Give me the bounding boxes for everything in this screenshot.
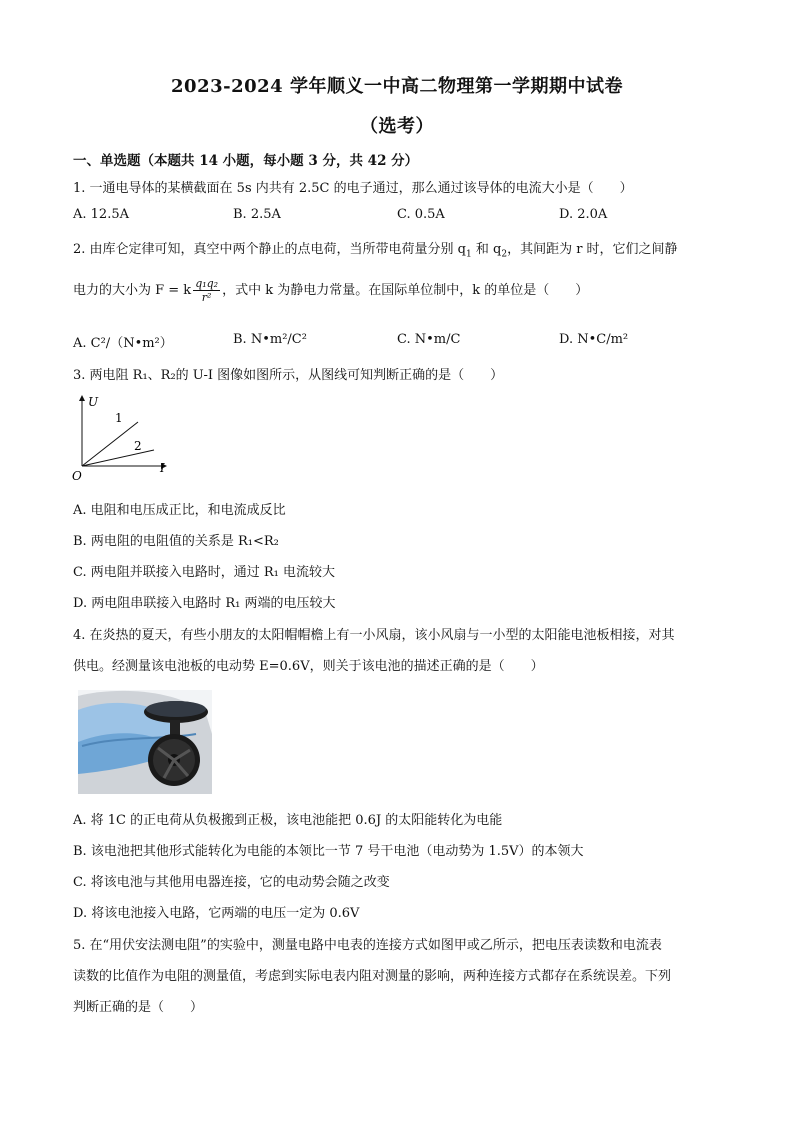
question-4-stem-line1: 4. 在炎热的夏天，有些小朋友的太阳帽帽檐上有一小风扇，该小风扇与一小型的太阳能电池板相接，对其 — [73, 628, 675, 643]
question-2-option-a: A. C²/（N•m²） — [73, 336, 173, 351]
question-4-option-b: B. 该电池把其他形式能转化为电能的本领比一节 7 号干电池（电动势为 1.5V）的本领大 — [73, 844, 584, 859]
question-1-option-d: D. 2.0A — [559, 207, 608, 222]
question-1-options — [73, 207, 733, 227]
coulomb-formula-fraction — [193, 277, 220, 304]
question-2-option-b: B. N•m²/C² — [233, 332, 307, 347]
line-1-label: 1 — [115, 411, 123, 425]
y-axis-label: U — [88, 395, 99, 409]
question-1-option-b: B. 2.5A — [233, 207, 281, 222]
question-2-option-c: C. N•m/C — [397, 332, 461, 347]
question-2-option-d: D. N•C/m² — [559, 332, 629, 347]
question-2-text-end: ，其间距为 r 时，它们之间静 — [507, 242, 678, 257]
question-1-option-c: C. 0.5A — [397, 207, 445, 222]
question-5-stem-line1: 5. 在“用伏安法测电阻”的实验中，测量电路中电表的连接方式如图甲或乙所示，把电压表读数和电流表 — [73, 938, 662, 953]
question-3-stem: 3. 两电阻 R₁、R₂的 U-I 图像如图所示，从图线可知判断正确的是（ ） — [73, 368, 504, 383]
q2-subscript: 2 — [501, 249, 508, 260]
question-4-stem-line2: 供电。经测量该电池板的电动势 E=0.6V，则关于该电池的描述正确的是（ ） — [73, 659, 544, 674]
question-2-stem-line1 — [73, 238, 678, 260]
line-2-label: 2 — [134, 439, 142, 453]
question-3-option-b: B. 两电阻的电阻值的关系是 R₁<R₂ — [73, 534, 279, 549]
question-5-stem-line2: 读数的比值作为电阻的测量值，考虑到实际电表内阻对测量的影响，两种连接方式都存在系统误差。下列 — [73, 969, 672, 984]
x-axis-label: I — [160, 461, 165, 475]
solar-fan-hat-photo — [78, 690, 212, 794]
question-2-text-a: 2. 由库仑定律可知，真空中两个静止的点电荷，当所带电荷量分别 q — [73, 242, 466, 257]
formula-denominator: r² — [201, 291, 212, 304]
origin-label: O — [72, 469, 82, 483]
question-3-option-a: A. 电阻和电压成正比，和电流成反比 — [73, 503, 286, 518]
exam-subtitle: （选考） — [360, 116, 434, 137]
question-2-stem-line2 — [73, 277, 588, 304]
section-title: 一、单选题（本题共 14 小题，每小题 3 分，共 42 分） — [73, 153, 419, 169]
question-2-text-mid: 和 q — [471, 242, 502, 257]
question-2-options — [73, 332, 733, 352]
question-1-stem: 1. 一通电导体的某横截面在 5s 内共有 2.5C 的电子通过，那么通过该导体的电流大小是（ ） — [73, 181, 633, 196]
question-2-formula-suffix: ，式中 k 为静电力常量。在国际单位制中，k 的单位是（ ） — [222, 283, 589, 298]
ui-graph-figure — [70, 392, 180, 484]
exam-title: 2023-2024 学年顺义一中高二物理第一学期期中试卷 — [171, 76, 623, 97]
question-4-option-d: D. 将该电池接入电路，它两端的电压一定为 0.6V — [73, 906, 360, 921]
formula-numerator: q₁q₂ — [195, 277, 219, 290]
question-5-stem-line3: 判断正确的是（ ） — [73, 1000, 204, 1015]
question-3-option-c: C. 两电阻并联接入电路时，通过 R₁ 电流较大 — [73, 565, 336, 580]
q1-subscript: 1 — [466, 249, 472, 260]
question-4-option-a: A. 将 1C 的正电荷从负极搬到正极，该电池能把 0.6J 的太阳能转化为电能 — [73, 813, 503, 828]
question-2-formula-prefix: 电力的大小为 F = k — [73, 283, 192, 298]
question-1-option-a: A. 12.5A — [73, 207, 129, 222]
question-3-option-d: D. 两电阻串联接入电路时 R₁ 两端的电压较大 — [73, 596, 336, 611]
question-4-option-c: C. 将该电池与其他用电器连接，它的电动势会随之改变 — [73, 875, 390, 890]
